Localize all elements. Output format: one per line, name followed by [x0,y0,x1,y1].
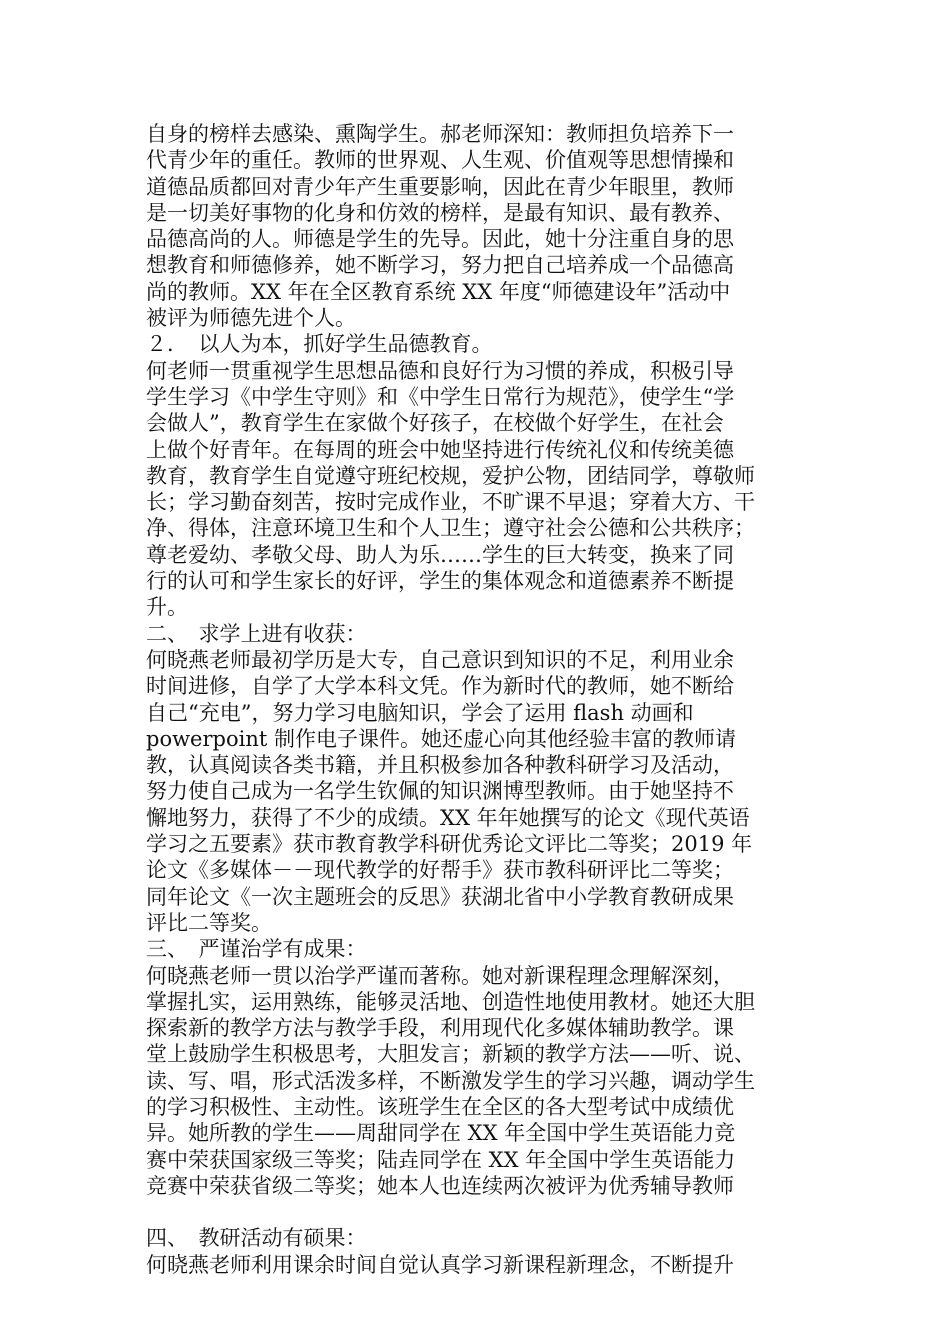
blank-line [146,1199,806,1225]
text-line: 评比二等奖。 [146,910,272,935]
text-line: 净、得体，注意环境卫生和个人卫生；遵守社会公德和公共秩序； [146,516,755,541]
text-line: 尊老爱幼、孝敬父母、助人为乐……学生的巨大转变，换来了同 [146,542,734,567]
text-line: 何晓燕老师最初学历是大专，自己意识到知识的不足，利用业余 [146,647,734,672]
text-line: 时间进修，自学了大学本科文凭。作为新时代的教师，她不断给 [146,674,734,699]
text-line: 论文《多媒体－－现代教学的好帮手》获市教科研评比二等奖； [146,858,734,883]
text-line: 上做个好青年。在每周的班会中她坚持进行传统礼仪和传统美德 [146,437,734,462]
text-line: 自己“充电”，努力学习电脑知识，学会了运用 flash 动画和 [146,700,694,725]
text-line: 长；学习勤奋刻苦，按时完成作业，不旷课不早退；穿着大方、干 [146,490,755,515]
text-line: 升。 [146,595,188,620]
text-line: 代青少年的重任。教师的世界观、人生观、价值观等思想情操和 [146,148,734,173]
document-body [146,121,806,1278]
text-line: 懈地努力，获得了不少的成绩。XX 年年她撰写的论文《现代英语 [146,805,750,830]
text-line: 会做人”，教育学生在家做个好孩子，在校做个好学生，在社会 [146,411,724,436]
text-line: 探索新的教学方法与教学手段，利用现代化多媒体辅助教学。课 [146,1016,734,1041]
text-line: 教育，教育学生自觉遵守班纪校规，爱护公物，团结同学，尊敬师 [146,463,755,488]
text-line: 努力使自己成为一名学生钦佩的知识渊博型教师。由于她坚持不 [146,779,734,804]
text-line: 教，认真阅读各类书籍，并且积极参加各种教科研学习及活动， [146,753,734,778]
text-line: 尚的教师。XX 年在全区教育系统 XX 年度“师德建设年”活动中 [146,279,731,304]
text-line: 自身的榜样去感染、熏陶学生。郝老师深知：教师担负培养下一 [146,122,734,146]
text-line: 想教育和师德修养，她不断学习，努力把自己培养成一个品德高 [146,253,734,278]
text-line: 道德品质都回对青少年产生重要影响，因此在青少年眼里，教师 [146,174,734,199]
section-heading: 三、 严谨治学有成果： [146,937,367,962]
text-line: 何老师一贯重视学生思想品德和良好行为习惯的养成，积极引导 [146,358,734,383]
section-heading: 二、 求学上进有收获： [146,621,367,646]
text-line: 竞赛中荣获省级二等奖；她本人也连续两次被评为优秀辅导教师 [146,1173,734,1198]
text-line: 品德高尚的人。师德是学生的先导。因此，她十分注重自身的思 [146,227,734,252]
text-line: 何晓燕老师一贯以治学严谨而著称。她对新课程理念理解深刻， [146,963,734,988]
text-line: 被评为师德先进个人。 [146,306,356,331]
text-line: powerpoint 制作电子课件。她还虚心向其他经验丰富的教师请 [146,726,736,751]
text-line: 的学习积极性、主动性。该班学生在全区的各大型考试中成绩优 [146,1094,734,1119]
section-heading: ２． 以人为本，抓好学生品德教育。 [146,332,493,357]
text-line: 何晓燕老师利用课余时间自觉认真学习新课程新理念，不断提升 [146,1252,734,1277]
text-line: 学生学习《中学生守则》和《中学生日常行为规范》，使学生“学 [146,384,735,409]
text-line: 赛中荣获国家级三等奖；陆垚同学在 XX 年全国中学生英语能力 [146,1147,736,1172]
text-line: 同年论文《一次主题班会的反思》获湖北省中小学教育教研成果 [146,884,734,909]
text-line: 行的认可和学生家长的好评，学生的集体观念和道德素养不断提 [146,569,734,594]
text-line: 堂上鼓励学生积极思考，大胆发言；新颖的教学方法——听、说、 [146,1042,755,1067]
text-line: 读、写、唱，形式活泼多样，不断激发学生的学习兴趣，调动学生 [146,1068,755,1093]
section-heading: 四、 教研活动有硕果： [146,1226,367,1251]
text-line: 异。她所教的学生——周甜同学在 XX 年全国中学生英语能力竞 [146,1121,736,1146]
text-line: 掌握扎实，运用熟练，能够灵活地、创造性地使用教材。她还大胆 [146,989,755,1014]
text-line: 是一切美好事物的化身和仿效的榜样，是最有知识、最有教养、 [146,200,734,225]
text-line: 学习之五要素》获市教育教学科研优秀论文评比二等奖；2019 年 [146,832,753,857]
